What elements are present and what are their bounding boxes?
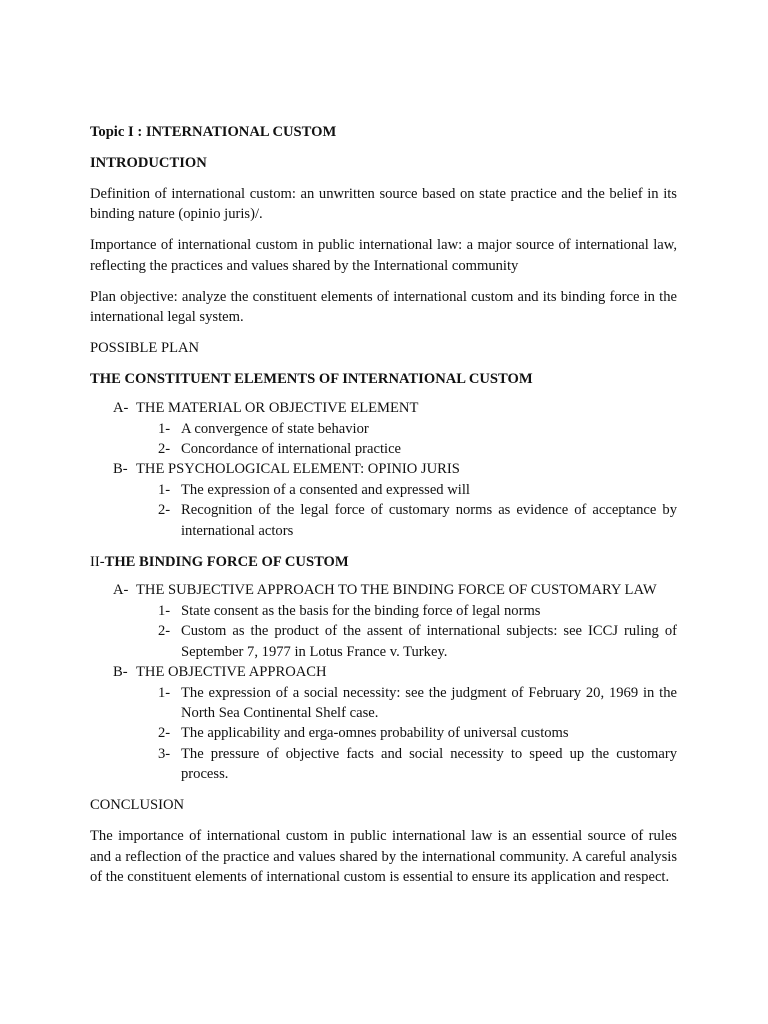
- item-marker: 3-: [158, 745, 171, 762]
- item-text: Recognition of the legal force of customary norms as evidence of acceptance by international actors: [181, 502, 677, 539]
- item-text: The applicability and erga-omnes probability of universal customs: [181, 725, 569, 742]
- part2-prefix: II-: [90, 553, 105, 570]
- list-item: [90, 500, 677, 541]
- item-marker: 2-: [158, 623, 171, 640]
- list-item: [90, 439, 677, 459]
- item-text: The pressure of objective facts and social necessity to speed up the customary process.: [181, 745, 677, 783]
- section-title: THE OBJECTIVE APPROACH: [136, 664, 327, 681]
- part2-heading-line: [90, 552, 677, 572]
- conclusion-paragraph: The importance of international custom in public international law is an essential source of rules and a reflection of the practice and values shared by the international community. A careful analysis of the constituent elements of international custom is essential to ensure its application and respect.: [90, 828, 677, 885]
- intro-objective-paragraph: Plan objective: analyze the constituent elements of international custom and its binding force in the international legal system.: [90, 288, 677, 326]
- section-title: THE MATERIAL OR OBJECTIVE ELEMENT: [136, 400, 419, 417]
- section-title: THE PSYCHOLOGICAL ELEMENT: OPINIO JURIS: [136, 461, 460, 478]
- section-marker: B-: [113, 461, 128, 478]
- item-marker: 2-: [158, 725, 171, 742]
- list-item: [90, 480, 677, 500]
- intro-definition-paragraph: Definition of international custom: an unwritten source based on state practice and the belief in its binding nature (opinio juris)/.: [90, 186, 677, 223]
- section-marker: A-: [113, 400, 129, 417]
- part1-outline: [90, 398, 677, 541]
- introduction-heading: INTRODUCTION: [90, 155, 207, 171]
- part2-section-a: [90, 580, 677, 600]
- list-item: [90, 601, 677, 621]
- document-page: [90, 122, 677, 887]
- section-marker: A-: [113, 582, 129, 599]
- item-text: The expression of a consented and expressed will: [181, 481, 470, 498]
- item-marker: 1-: [158, 420, 171, 437]
- part1-section-a: [90, 398, 677, 418]
- item-text: A convergence of state behavior: [181, 420, 369, 437]
- item-text: The expression of a social necessity: see the judgment of February 20, 1969 in the North Sea Continental Shelf case.: [181, 684, 677, 721]
- part1-section-b: [90, 459, 677, 479]
- item-marker: 2-: [158, 502, 171, 519]
- intro-importance-paragraph: Importance of international custom in public international law: a major source of international law, reflecting the practices and values shared by the International community: [90, 237, 677, 274]
- item-marker: 1-: [158, 481, 171, 498]
- item-text: Custom as the product of the assent of international subjects: see ICCJ ruling of September 7, 1977 in Lotus France v. Turkey.: [181, 623, 677, 660]
- list-item: [90, 744, 677, 785]
- part1-heading: THE CONSTITUENT ELEMENTS OF INTERNATIONAL CUSTOM: [90, 371, 533, 388]
- section-title: THE SUBJECTIVE APPROACH TO THE BINDING FORCE OF CUSTOMARY LAW: [136, 582, 657, 599]
- conclusion-heading: CONCLUSION: [90, 797, 185, 814]
- list-item: [90, 683, 677, 724]
- list-item: [90, 419, 677, 439]
- item-text: Concordance of international practice: [181, 440, 402, 457]
- list-item: [90, 621, 677, 662]
- item-marker: 1-: [158, 684, 171, 701]
- part2-heading: THE BINDING FORCE OF CUSTOM: [104, 553, 349, 570]
- possible-plan-heading: POSSIBLE PLAN: [90, 340, 200, 357]
- section-marker: B-: [113, 664, 128, 681]
- item-marker: 1-: [158, 602, 171, 619]
- part2-section-b: [90, 662, 677, 682]
- item-text: State consent as the basis for the binding force of legal norms: [181, 602, 541, 619]
- list-item: [90, 723, 677, 743]
- topic-title: Topic I : INTERNATIONAL CUSTOM: [90, 124, 337, 140]
- part2-outline: [90, 580, 677, 784]
- item-marker: 2-: [158, 440, 171, 457]
